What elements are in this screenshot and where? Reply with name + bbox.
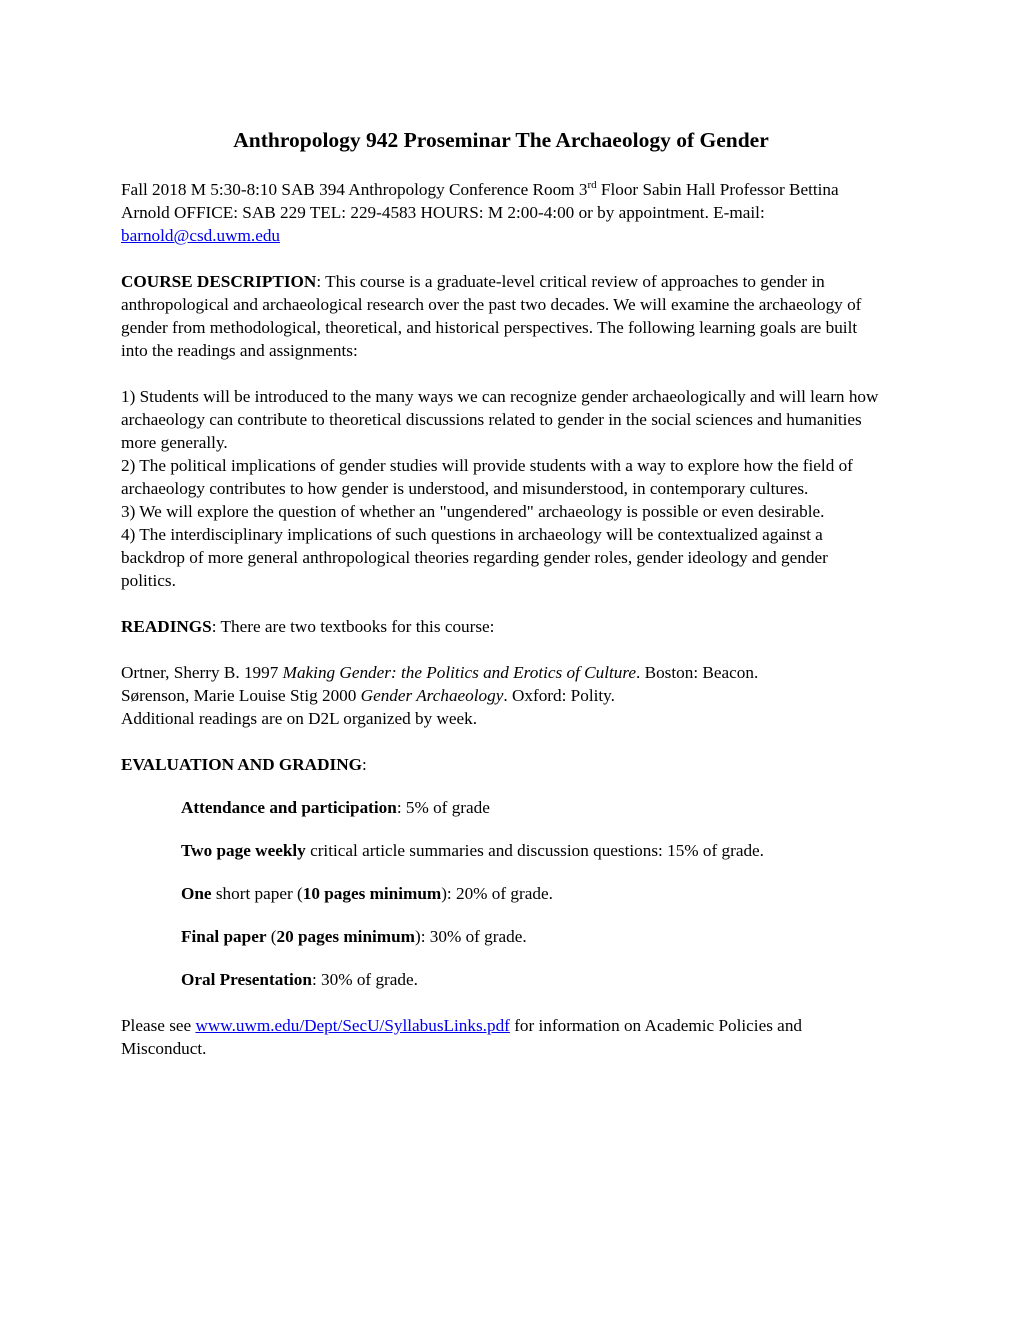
textbook-author: Sørenson, Marie Louise Stig 2000 — [121, 686, 361, 705]
textbook-author: Ortner, Sherry B. 1997 — [121, 663, 283, 682]
readings-heading — [121, 615, 881, 638]
grade-item-attendance — [181, 796, 881, 819]
page-title: Anthropology 942 Proseminar The Archaeology of Gender — [233, 128, 769, 152]
textbook-list — [121, 661, 881, 730]
textbook-entry — [121, 684, 881, 707]
grade-item-bold: Oral Presentation — [181, 970, 312, 989]
learning-goal: 4) The interdisciplinary implications of such questions in archaeology will be contextualized against a backdrop of more general anthropological theories regarding gender roles, gender ideology and gender politics. — [121, 525, 828, 590]
grade-item-bold: Attendance and participation — [181, 798, 397, 817]
course-info-contact: Floor Sabin Hall Professor Bettina Arnold OFFICE: SAB 229 TEL: 229-4583 HOURS: M 2:00-4:00 or by appointment. E-mail: — [121, 180, 839, 222]
grading-list — [181, 796, 881, 991]
grade-item-text: ( — [266, 927, 277, 946]
learning-goals — [121, 385, 881, 592]
grade-item-oral-presentation — [181, 968, 881, 991]
course-description-text: : This course is a graduate-level critical review of approaches to gender in anthropological and archaeological research over the past two decades. We will examine the archaeology of gender from methodological, theoretical, and historical perspectives. The following learning goals are built into the readings and assignments: — [121, 272, 862, 360]
learning-goal: 1) Students will be introduced to the many ways we can recognize gender archaeologically and will learn how archaeology can contribute to theoretical discussions related to gender in the social sciences and humanities more generally. — [121, 387, 879, 452]
grade-item-text-end: ): 30% of grade. — [414, 927, 527, 946]
course-description-label: COURSE DESCRIPTION — [121, 272, 317, 291]
grade-item-text: critical article summaries and discussion questions: 15% of grade. — [305, 841, 764, 860]
policies-post: for information on Academic Policies and Misconduct. — [121, 1016, 803, 1058]
grade-item-text-end: ): 20% of grade. — [441, 884, 553, 903]
additional-readings: Additional readings are on D2L organized by week. — [121, 709, 478, 728]
course-info-schedule: Fall 2018 M 5:30-8:10 SAB 394 Anthropology Conference Room 3 — [121, 180, 588, 199]
textbook-title: Making Gender: the Politics and Erotics of Culture — [282, 663, 637, 682]
readings-intro: : There are two textbooks for this course: — [211, 617, 495, 636]
course-info — [121, 178, 881, 247]
grade-item-bold: Final paper — [181, 927, 267, 946]
evaluation-label: EVALUATION AND GRADING — [121, 755, 362, 774]
textbook-title: Gender Archaeology — [360, 686, 504, 705]
textbook-publisher: . Boston: Beacon. — [636, 663, 759, 682]
grade-item-bold: One — [181, 884, 212, 903]
grade-item-short-paper — [181, 882, 881, 905]
grade-item-text: : 30% of grade. — [311, 970, 418, 989]
textbook-entry — [121, 661, 881, 684]
grade-item-bold-requirement: 20 pages minimum — [276, 927, 415, 946]
document-body — [121, 126, 881, 1060]
learning-goal: 2) The political implications of gender studies will provide students with a way to explore how the field of archaeology contributes to how gender is understood, and misunderstood, in contemporary cultures. — [121, 456, 853, 498]
email-link[interactable]: barnold@csd.uwm.edu — [121, 226, 281, 245]
grade-item-bold: Two page weekly — [181, 841, 306, 860]
policies-note — [121, 1014, 881, 1060]
grade-item-weekly-summaries — [181, 839, 881, 862]
evaluation-heading — [121, 753, 881, 776]
grade-item-text: : 5% of grade — [396, 798, 490, 817]
textbook-publisher: . Oxford: Polity. — [503, 686, 615, 705]
evaluation-colon: : — [361, 755, 367, 774]
readings-label: READINGS — [121, 617, 212, 636]
grade-item-text: short paper ( — [211, 884, 303, 903]
learning-goal: 3) We will explore the question of whether an "ungendered" archaeology is possible or even desirable. — [121, 502, 825, 521]
course-description — [121, 270, 881, 362]
grade-item-bold-requirement: 10 pages minimum — [302, 884, 442, 903]
ordinal-suffix: rd — [587, 179, 597, 191]
grade-item-final-paper — [181, 925, 881, 948]
syllabus-links-link[interactable]: www.uwm.edu/Dept/SecU/SyllabusLinks.pdf — [195, 1016, 510, 1035]
policies-pre: Please see — [121, 1016, 196, 1035]
